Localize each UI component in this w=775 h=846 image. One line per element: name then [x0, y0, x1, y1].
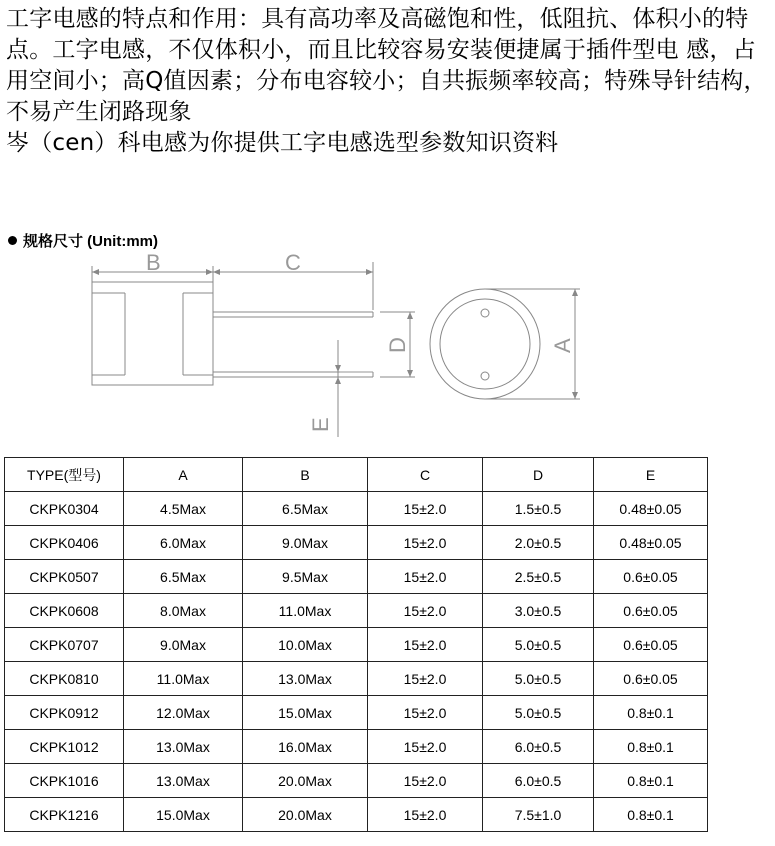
table-row — [5, 662, 708, 696]
table-row — [5, 560, 708, 594]
table-row — [5, 730, 708, 764]
cell-a: 6.0Max — [124, 526, 243, 560]
cell-e: 0.6±0.05 — [594, 560, 708, 594]
cell-c: 15±2.0 — [368, 526, 483, 560]
header-type: TYPE(型号) — [5, 458, 124, 492]
cell-c: 15±2.0 — [368, 696, 483, 730]
cell-e: 0.8±0.1 — [594, 798, 708, 832]
table-row — [5, 492, 708, 526]
cell-d: 6.0±0.5 — [483, 730, 594, 764]
cell-type: CKPK1012 — [5, 730, 124, 764]
cell-c: 15±2.0 — [368, 628, 483, 662]
cell-d: 2.0±0.5 — [483, 526, 594, 560]
cell-e: 0.6±0.05 — [594, 662, 708, 696]
cell-c: 15±2.0 — [368, 492, 483, 526]
cell-a: 12.0Max — [124, 696, 243, 730]
cell-type: CKPK1016 — [5, 764, 124, 798]
cell-c: 15±2.0 — [368, 560, 483, 594]
table-row — [5, 696, 708, 730]
cell-c: 15±2.0 — [368, 730, 483, 764]
table-row — [5, 798, 708, 832]
label-e: E — [308, 417, 333, 432]
cell-b: 6.5Max — [243, 492, 368, 526]
cell-b: 20.0Max — [243, 764, 368, 798]
header-c: C — [368, 458, 483, 492]
cell-type: CKPK0507 — [5, 560, 124, 594]
cell-d: 2.5±0.5 — [483, 560, 594, 594]
cell-b: 9.0Max — [243, 526, 368, 560]
cell-d: 1.5±0.5 — [483, 492, 594, 526]
cell-b: 20.0Max — [243, 798, 368, 832]
pin-top — [481, 309, 489, 317]
header-b: B — [243, 458, 368, 492]
cell-e: 0.8±0.1 — [594, 696, 708, 730]
cell-d: 7.5±1.0 — [483, 798, 594, 832]
spec-heading-label: 规格尺寸 (Unit:mm) — [23, 233, 158, 250]
cell-e: 0.8±0.1 — [594, 730, 708, 764]
cell-a: 6.5Max — [124, 560, 243, 594]
cell-e: 0.6±0.05 — [594, 594, 708, 628]
label-d: D — [385, 337, 410, 353]
table-row — [5, 594, 708, 628]
table-row — [5, 526, 708, 560]
end-view-inner — [440, 299, 530, 389]
cell-d: 5.0±0.5 — [483, 696, 594, 730]
cell-a: 4.5Max — [124, 492, 243, 526]
cell-type: CKPK0608 — [5, 594, 124, 628]
cell-b: 9.5Max — [243, 560, 368, 594]
label-a: A — [550, 338, 575, 353]
label-c: C — [285, 250, 301, 275]
cell-e: 0.8±0.1 — [594, 764, 708, 798]
cell-c: 15±2.0 — [368, 764, 483, 798]
cell-d: 6.0±0.5 — [483, 764, 594, 798]
cell-d: 5.0±0.5 — [483, 628, 594, 662]
cell-type: CKPK0406 — [5, 526, 124, 560]
header-d: D — [483, 458, 594, 492]
pin-bottom — [481, 372, 489, 380]
intro-text — [6, 4, 771, 159]
cell-a: 15.0Max — [124, 798, 243, 832]
cell-a: 13.0Max — [124, 730, 243, 764]
spec-table — [4, 457, 708, 832]
cell-type: CKPK0304 — [5, 492, 124, 526]
cell-a: 11.0Max — [124, 662, 243, 696]
intro-paragraph-2: 岑（cen）科电感为你提供工字电感选型参数知识资料 — [6, 130, 559, 156]
table-header-row — [5, 458, 708, 492]
label-b: B — [146, 250, 161, 275]
cell-e: 0.6±0.05 — [594, 628, 708, 662]
cell-d: 3.0±0.5 — [483, 594, 594, 628]
cell-type: CKPK0912 — [5, 696, 124, 730]
inductor-body — [92, 282, 213, 385]
end-view-outer — [430, 289, 540, 399]
cell-b: 11.0Max — [243, 594, 368, 628]
cell-c: 15±2.0 — [368, 662, 483, 696]
cell-type: CKPK0810 — [5, 662, 124, 696]
cell-d: 5.0±0.5 — [483, 662, 594, 696]
cell-a: 9.0Max — [124, 628, 243, 662]
table-row — [5, 764, 708, 798]
cell-c: 15±2.0 — [368, 594, 483, 628]
cell-e: 0.48±0.05 — [594, 526, 708, 560]
cell-type: CKPK0707 — [5, 628, 124, 662]
cell-a: 13.0Max — [124, 764, 243, 798]
intro-paragraph-1: 工字电感的特点和作用：具有高功率及高磁饱和性，低阻抗、体积小的特点。工字电感，不仅体积小，而且比较容易安装便捷属于插件型电 感，占用空间小；高Q值因素；分布电容较小；自共振频率较高；特殊导针结构，不易产生闭路现象 — [6, 6, 767, 125]
cell-c: 15±2.0 — [368, 798, 483, 832]
cell-a: 8.0Max — [124, 594, 243, 628]
dimension-diagram — [0, 240, 600, 445]
cell-type: CKPK1216 — [5, 798, 124, 832]
cell-e: 0.48±0.05 — [594, 492, 708, 526]
table-row — [5, 628, 708, 662]
header-e: E — [594, 458, 708, 492]
header-a: A — [124, 458, 243, 492]
cell-b: 16.0Max — [243, 730, 368, 764]
cell-b: 10.0Max — [243, 628, 368, 662]
cell-b: 15.0Max — [243, 696, 368, 730]
cell-b: 13.0Max — [243, 662, 368, 696]
